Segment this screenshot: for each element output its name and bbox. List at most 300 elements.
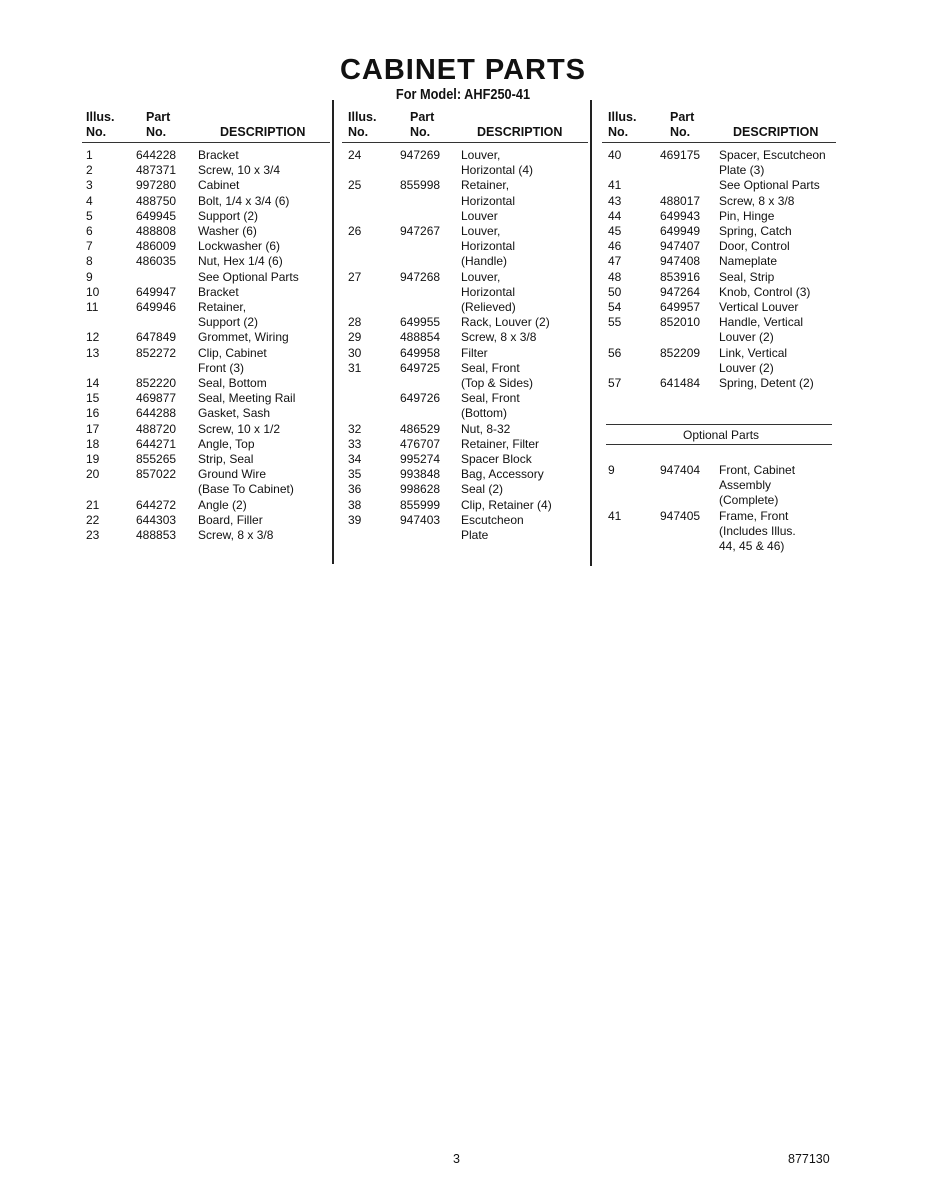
table-row bbox=[342, 178, 588, 224]
part-number: 997280 bbox=[136, 178, 177, 193]
part-number: 852209 bbox=[660, 345, 701, 360]
description-line: Seal (2) bbox=[461, 482, 504, 497]
description-line: Board, Filler bbox=[198, 512, 263, 527]
description bbox=[198, 422, 330, 437]
description bbox=[198, 528, 330, 543]
illus-number: 55 bbox=[608, 315, 622, 330]
description-line: Louver (2) bbox=[719, 360, 774, 375]
part-number: 947407 bbox=[660, 239, 701, 254]
description-line: Gasket, Sash bbox=[198, 406, 271, 421]
table-row bbox=[82, 376, 330, 391]
table-row bbox=[342, 498, 588, 513]
description-line: Horizontal bbox=[461, 239, 516, 254]
part-number: 947404 bbox=[660, 463, 701, 477]
description bbox=[719, 270, 836, 285]
description bbox=[719, 224, 836, 239]
description bbox=[198, 194, 330, 209]
description-line: Clip, Retainer (4) bbox=[461, 497, 552, 512]
description-line: Spring, Catch bbox=[719, 224, 792, 239]
description-line: Escutcheon bbox=[461, 512, 524, 527]
description-line: Link, Vertical bbox=[719, 345, 788, 360]
header-illus-no: No. bbox=[348, 125, 369, 139]
illus-number: 57 bbox=[608, 376, 622, 391]
illus-number: 40 bbox=[608, 148, 622, 162]
illus-number: 54 bbox=[608, 300, 622, 315]
description bbox=[461, 513, 588, 543]
illus-number: 22 bbox=[86, 512, 100, 527]
illus-number: 28 bbox=[348, 315, 362, 330]
part-number: 488854 bbox=[400, 330, 441, 345]
part-number: 947267 bbox=[400, 224, 441, 239]
illus-number: 9 bbox=[86, 269, 93, 284]
illus-number: 13 bbox=[86, 345, 100, 360]
table-row bbox=[82, 422, 330, 437]
header-part-no: No. bbox=[410, 125, 431, 139]
part-number: 852272 bbox=[136, 345, 177, 360]
description bbox=[461, 270, 588, 316]
table-row bbox=[342, 270, 588, 316]
part-number: 649955 bbox=[400, 315, 441, 330]
table-row bbox=[602, 285, 836, 300]
table-row bbox=[82, 194, 330, 209]
description-line: Seal, Front bbox=[461, 391, 520, 406]
description bbox=[719, 346, 836, 376]
table-row bbox=[82, 498, 330, 513]
description-line: (Includes Illus. bbox=[719, 523, 796, 538]
description-line: See Optional Parts bbox=[719, 178, 820, 193]
illus-number: 3 bbox=[86, 178, 93, 193]
illus-number: 46 bbox=[608, 239, 622, 254]
table-row bbox=[602, 300, 836, 315]
part-number: 644271 bbox=[136, 436, 177, 451]
part-number: 947268 bbox=[400, 269, 441, 284]
description bbox=[719, 285, 836, 300]
part-number: 647849 bbox=[136, 330, 177, 345]
description bbox=[198, 513, 330, 528]
description bbox=[461, 467, 588, 482]
description-line: Screw, 10 x 3/4 bbox=[198, 163, 281, 178]
description-line: See Optional Parts bbox=[198, 269, 299, 284]
description-line: Angle, Top bbox=[198, 436, 255, 451]
illus-number: 27 bbox=[348, 269, 362, 284]
optional-parts-heading: Optional Parts bbox=[683, 428, 760, 442]
description-line: Handle, Vertical bbox=[719, 315, 804, 330]
table-row bbox=[602, 463, 836, 509]
part-number: 649957 bbox=[660, 300, 701, 315]
illus-number: 9 bbox=[608, 463, 615, 477]
illus-number: 7 bbox=[86, 239, 93, 254]
table-row bbox=[602, 148, 836, 178]
part-number: 998628 bbox=[400, 482, 441, 497]
description-line: Retainer, bbox=[198, 300, 247, 315]
description-line: (Top & Sides) bbox=[461, 376, 534, 391]
column-header bbox=[602, 108, 836, 143]
part-number: 853916 bbox=[660, 269, 701, 284]
description-line: Louver, bbox=[461, 269, 501, 284]
description bbox=[198, 467, 330, 497]
part-number: 488853 bbox=[136, 528, 177, 543]
description-line: (Base To Cabinet) bbox=[198, 482, 294, 497]
description bbox=[198, 498, 330, 513]
description bbox=[198, 330, 330, 345]
part-number: 488017 bbox=[660, 193, 701, 208]
description-line: Nut, Hex 1/4 (6) bbox=[198, 254, 283, 269]
illus-number: 8 bbox=[86, 254, 93, 269]
description bbox=[198, 346, 330, 376]
optional-parts-list bbox=[602, 463, 836, 554]
part-number: 947269 bbox=[400, 148, 441, 162]
description-line: (Handle) bbox=[461, 254, 508, 269]
illus-number: 4 bbox=[86, 193, 93, 208]
parts-rows bbox=[342, 148, 588, 543]
part-number: 644228 bbox=[136, 148, 177, 162]
description-line: Bracket bbox=[198, 148, 239, 162]
description bbox=[461, 437, 588, 452]
table-row bbox=[82, 406, 330, 421]
table-row bbox=[342, 148, 588, 178]
description-line: Seal, Meeting Rail bbox=[198, 391, 296, 406]
parts-column-1 bbox=[82, 108, 330, 543]
illus-number: 14 bbox=[86, 376, 100, 391]
illus-number: 31 bbox=[348, 360, 362, 375]
description-line: Louver (2) bbox=[719, 330, 774, 345]
description-line: Plate (3) bbox=[719, 163, 765, 178]
description-line: Spacer, Escutcheon bbox=[719, 148, 826, 162]
description bbox=[461, 178, 588, 224]
illus-number: 12 bbox=[86, 330, 100, 345]
part-number: 855999 bbox=[400, 497, 441, 512]
table-row bbox=[342, 452, 588, 467]
illus-number: 20 bbox=[86, 467, 100, 482]
description bbox=[461, 452, 588, 467]
description-line: Rack, Louver (2) bbox=[461, 315, 550, 330]
description bbox=[719, 254, 836, 269]
table-row bbox=[82, 148, 330, 163]
illus-number: 41 bbox=[608, 178, 622, 193]
table-row bbox=[82, 178, 330, 193]
description-line: Louver, bbox=[461, 224, 501, 239]
table-row bbox=[342, 467, 588, 482]
table-row bbox=[602, 376, 836, 391]
part-number: 649725 bbox=[400, 360, 441, 375]
header-illus: Illus. bbox=[86, 110, 115, 124]
part-number: 641484 bbox=[660, 376, 701, 391]
description bbox=[198, 148, 330, 163]
optional-bottom-rule bbox=[606, 444, 832, 445]
part-number: 486009 bbox=[136, 239, 177, 254]
part-number: 855998 bbox=[400, 178, 441, 193]
part-number: 947408 bbox=[660, 254, 701, 269]
illus-number: 24 bbox=[348, 148, 362, 162]
description bbox=[719, 194, 836, 209]
description-line: Bracket bbox=[198, 284, 239, 299]
description-line: (Relieved) bbox=[461, 300, 516, 315]
illus-number: 25 bbox=[348, 178, 362, 193]
description-line: Screw, 10 x 1/2 bbox=[198, 421, 281, 436]
part-number: 649946 bbox=[136, 300, 177, 315]
part-number: 488750 bbox=[136, 193, 177, 208]
parts-column-2 bbox=[342, 108, 588, 543]
part-number: 486529 bbox=[400, 421, 441, 436]
illus-number: 26 bbox=[348, 224, 362, 239]
description-line: Louver bbox=[461, 208, 498, 223]
description-line: Louver, bbox=[461, 148, 501, 162]
description bbox=[719, 463, 836, 509]
description bbox=[461, 361, 588, 391]
description-line: Ground Wire bbox=[198, 467, 267, 482]
description-line: Nameplate bbox=[719, 254, 778, 269]
description bbox=[198, 285, 330, 300]
description-line: Lockwasher (6) bbox=[198, 239, 281, 254]
description bbox=[198, 437, 330, 452]
description bbox=[719, 315, 836, 345]
header-part: Part bbox=[670, 110, 695, 124]
illus-number: 17 bbox=[86, 421, 100, 436]
illus-number: 30 bbox=[348, 345, 362, 360]
header-part-no: No. bbox=[670, 125, 691, 139]
table-row bbox=[82, 330, 330, 345]
description-line: Horizontal bbox=[461, 193, 516, 208]
description-line: Retainer, bbox=[461, 178, 510, 193]
header-illus: Illus. bbox=[348, 110, 377, 124]
illus-number: 32 bbox=[348, 421, 362, 436]
table-row bbox=[82, 391, 330, 406]
header-part: Part bbox=[146, 110, 171, 124]
table-row bbox=[82, 467, 330, 497]
description-line: Screw, 8 x 3/8 bbox=[719, 193, 795, 208]
table-row bbox=[82, 285, 330, 300]
table-row bbox=[82, 437, 330, 452]
description bbox=[461, 422, 588, 437]
illus-number: 11 bbox=[86, 300, 99, 315]
header-description: DESCRIPTION bbox=[733, 125, 819, 139]
table-row bbox=[82, 300, 330, 330]
part-number: 995274 bbox=[400, 452, 441, 467]
part-number: 993848 bbox=[400, 467, 441, 482]
description bbox=[198, 209, 330, 224]
description bbox=[461, 482, 588, 497]
illus-number: 5 bbox=[86, 208, 93, 223]
parts-rows bbox=[602, 148, 836, 391]
table-row bbox=[82, 346, 330, 376]
parts-rows bbox=[82, 148, 330, 543]
table-row bbox=[82, 528, 330, 543]
illus-number: 34 bbox=[348, 452, 362, 467]
column-divider bbox=[590, 100, 592, 566]
table-row bbox=[602, 239, 836, 254]
description-line: Front (3) bbox=[198, 360, 245, 375]
table-row bbox=[602, 346, 836, 376]
description-line: Bag, Accessory bbox=[461, 467, 544, 482]
description-line: Spring, Detent (2) bbox=[719, 376, 814, 391]
description-line: Filter bbox=[461, 345, 488, 360]
part-number: 469877 bbox=[136, 391, 177, 406]
part-number: 947264 bbox=[660, 284, 701, 299]
table-row bbox=[342, 346, 588, 361]
description bbox=[461, 330, 588, 345]
part-number: 855265 bbox=[136, 452, 177, 467]
table-row bbox=[602, 224, 836, 239]
description bbox=[198, 270, 330, 285]
illus-number: 38 bbox=[348, 497, 362, 512]
description-line: Horizontal bbox=[461, 284, 516, 299]
table-row bbox=[342, 391, 588, 421]
table-row bbox=[82, 209, 330, 224]
description-line: Front, Cabinet bbox=[719, 463, 796, 477]
illus-number: 48 bbox=[608, 269, 622, 284]
table-row bbox=[342, 315, 588, 330]
description bbox=[461, 391, 588, 421]
description-line: Washer (6) bbox=[198, 224, 257, 239]
description-line: Screw, 8 x 3/8 bbox=[461, 330, 537, 345]
table-row bbox=[602, 178, 836, 193]
part-number: 476707 bbox=[400, 436, 441, 451]
description-line: (Bottom) bbox=[461, 406, 508, 421]
illus-number: 47 bbox=[608, 254, 622, 269]
description-line: Strip, Seal bbox=[198, 452, 254, 467]
description bbox=[719, 376, 836, 391]
illus-number: 29 bbox=[348, 330, 362, 345]
illus-number: 50 bbox=[608, 284, 622, 299]
header-part-no: No. bbox=[146, 125, 167, 139]
table-row bbox=[82, 254, 330, 269]
column-header bbox=[82, 108, 330, 143]
illus-number: 18 bbox=[86, 436, 100, 451]
table-row bbox=[342, 482, 588, 497]
header-description: DESCRIPTION bbox=[477, 125, 563, 139]
column-header bbox=[342, 108, 588, 143]
page-title: CABINET PARTS bbox=[339, 54, 587, 86]
description-line: Support (2) bbox=[198, 208, 259, 223]
part-number: 644303 bbox=[136, 512, 177, 527]
description-line: 44, 45 & 46) bbox=[719, 539, 785, 554]
table-row bbox=[82, 452, 330, 467]
description bbox=[719, 148, 836, 178]
description-line: Knob, Control (3) bbox=[719, 284, 811, 299]
description bbox=[198, 300, 330, 330]
illus-number: 15 bbox=[86, 391, 100, 406]
description bbox=[198, 391, 330, 406]
part-number: 486035 bbox=[136, 254, 177, 269]
part-number: 649726 bbox=[400, 391, 441, 406]
illus-number: 33 bbox=[348, 436, 362, 451]
illus-number: 44 bbox=[608, 208, 622, 223]
description-line: Support (2) bbox=[198, 315, 259, 330]
illus-number: 43 bbox=[608, 193, 622, 208]
part-number: 488720 bbox=[136, 421, 177, 436]
table-row bbox=[342, 330, 588, 345]
illus-number: 36 bbox=[348, 482, 362, 497]
illus-number: 1 bbox=[86, 148, 93, 162]
description bbox=[198, 406, 330, 421]
description-line: Vertical Louver bbox=[719, 300, 799, 315]
table-row bbox=[82, 270, 330, 285]
illus-number: 56 bbox=[608, 345, 622, 360]
table-row bbox=[342, 437, 588, 452]
illus-number: 45 bbox=[608, 224, 622, 239]
header-illus-no: No. bbox=[608, 125, 629, 139]
illus-number: 16 bbox=[86, 406, 100, 421]
parts-rows bbox=[602, 463, 836, 554]
description bbox=[461, 315, 588, 330]
description-line: (Complete) bbox=[719, 493, 779, 508]
illus-number: 23 bbox=[86, 528, 100, 543]
table-row bbox=[602, 254, 836, 269]
description bbox=[461, 498, 588, 513]
part-number: 644272 bbox=[136, 497, 177, 512]
description-line: Spacer Block bbox=[461, 452, 532, 467]
description bbox=[198, 224, 330, 239]
header-description: DESCRIPTION bbox=[220, 125, 306, 139]
column-divider bbox=[332, 100, 334, 564]
table-row bbox=[602, 509, 836, 555]
table-row bbox=[342, 361, 588, 391]
illus-number: 39 bbox=[348, 512, 362, 527]
description-line: Nut, 8-32 bbox=[461, 421, 511, 436]
table-row bbox=[342, 513, 588, 543]
description-line: Frame, Front bbox=[719, 508, 789, 523]
illus-number: 41 bbox=[608, 508, 622, 523]
part-number: 649958 bbox=[400, 345, 441, 360]
description bbox=[198, 163, 330, 178]
part-number: 649949 bbox=[660, 224, 701, 239]
description-line: Plate bbox=[461, 528, 489, 543]
description bbox=[198, 376, 330, 391]
description-line: Grommet, Wiring bbox=[198, 330, 289, 345]
table-row bbox=[602, 315, 836, 345]
table-row bbox=[602, 194, 836, 209]
description bbox=[719, 300, 836, 315]
description-line: Pin, Hinge bbox=[719, 208, 775, 223]
table-row bbox=[602, 270, 836, 285]
table-row bbox=[82, 513, 330, 528]
part-number: 857022 bbox=[136, 467, 177, 482]
description-line: Angle (2) bbox=[198, 497, 247, 512]
description bbox=[461, 346, 588, 361]
part-number: 644288 bbox=[136, 406, 177, 421]
part-number: 469175 bbox=[660, 148, 701, 162]
description bbox=[198, 178, 330, 193]
description-line: Cabinet bbox=[198, 178, 240, 193]
description-line: Seal, Strip bbox=[719, 269, 775, 284]
illus-number: 6 bbox=[86, 224, 93, 239]
description bbox=[719, 178, 836, 193]
illus-number: 35 bbox=[348, 467, 362, 482]
description-line: Assembly bbox=[719, 478, 772, 493]
description-line: Horizontal (4) bbox=[461, 163, 534, 178]
part-number: 852220 bbox=[136, 376, 177, 391]
table-row bbox=[342, 422, 588, 437]
description bbox=[461, 224, 588, 270]
part-number: 947403 bbox=[400, 512, 441, 527]
table-row bbox=[82, 163, 330, 178]
description bbox=[198, 452, 330, 467]
description-line: Clip, Cabinet bbox=[198, 345, 267, 360]
page-number: 3 bbox=[453, 1152, 460, 1166]
description bbox=[719, 509, 836, 555]
description-line: Door, Control bbox=[719, 239, 790, 254]
table-row bbox=[342, 224, 588, 270]
document-number: 877130 bbox=[788, 1152, 830, 1166]
description-line: Screw, 8 x 3/8 bbox=[198, 528, 274, 543]
illus-number: 2 bbox=[86, 163, 93, 178]
header-illus: Illus. bbox=[608, 110, 637, 124]
description bbox=[198, 239, 330, 254]
table-row bbox=[82, 224, 330, 239]
part-number: 852010 bbox=[660, 315, 701, 330]
part-number: 649943 bbox=[660, 208, 701, 223]
part-number: 649947 bbox=[136, 284, 177, 299]
